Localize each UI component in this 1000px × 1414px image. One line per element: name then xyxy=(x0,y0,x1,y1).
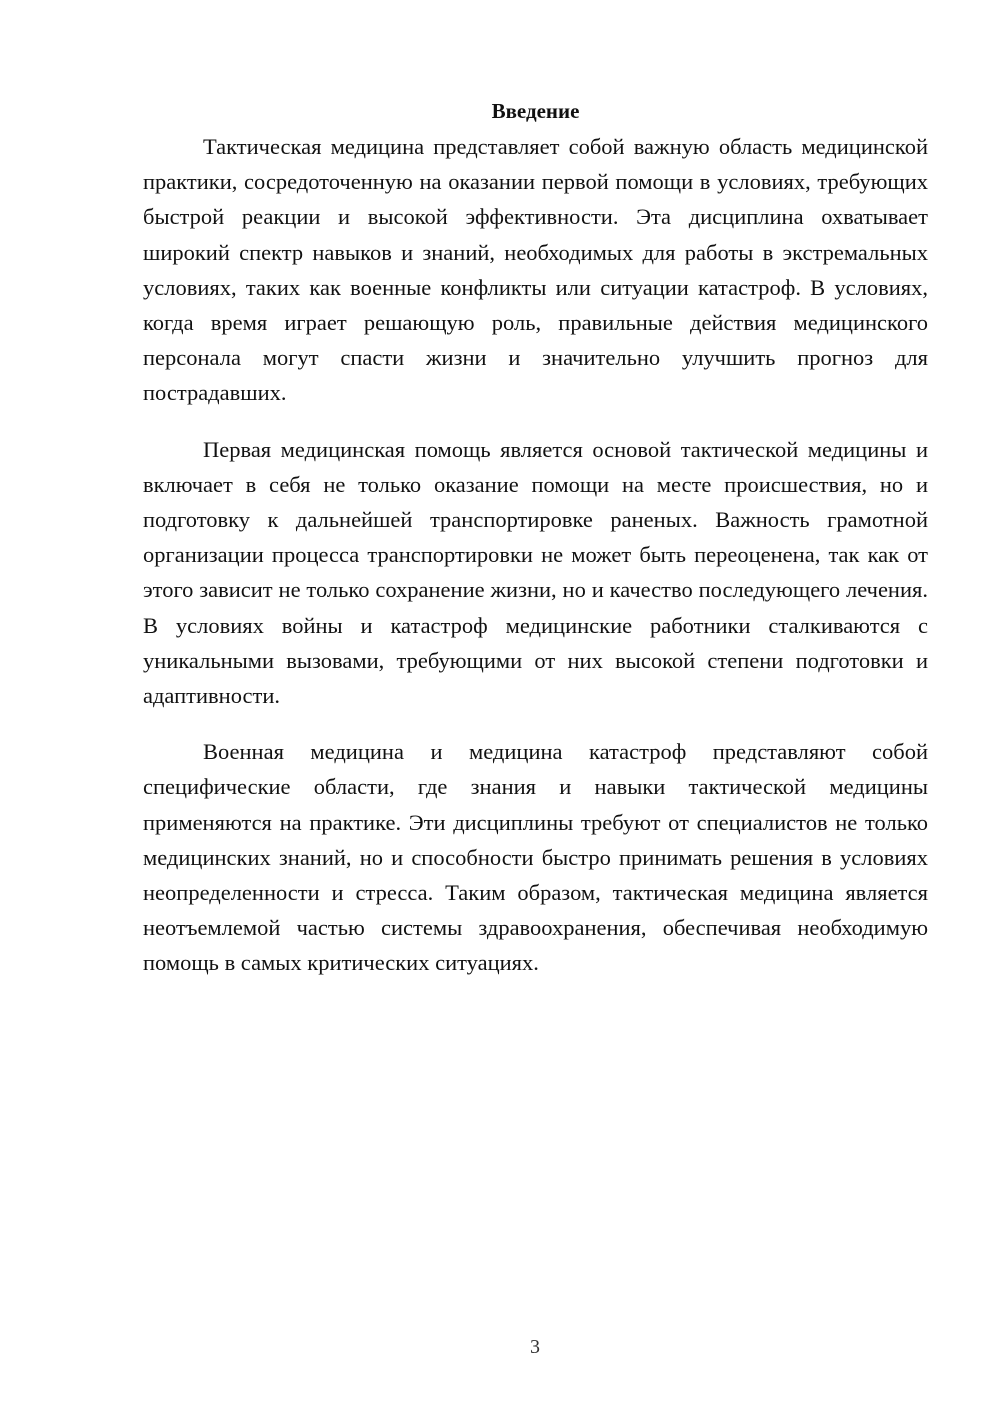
paragraph-1: Тактическая медицина представляет собой важную область медицинской практики, сосредоточенную на оказании первой помощи в условиях, требующих быстрой реакции и высокой эффективности. Эта дисциплина охватывает широкий спектр навыков и знаний, необходимых для работы в экстремальных условиях, таких как военные конфликты или ситуации катастроф. В условиях, когда время играет решающую роль, правильные действия медицинского персонала могут спасти жизни и значительно улучшить прогноз для пострадавших. xyxy=(143,134,928,406)
page-number: 3 xyxy=(530,1336,540,1358)
page-content xyxy=(143,96,928,981)
paragraph-3: Военная медицина и медицина катастроф представляют собой специфические области, где знания и навыки тактической медицины применяются на практике. Эти дисциплины требуют от специалистов не только медицинских знаний, но и способности быстро принимать решения в условиях неопределенности и стресса. Таким образом, тактическая медицина является неотъемлемой частью системы здравоохранения, обеспечивая необходимую помощь в самых критических ситуациях. xyxy=(143,739,928,976)
section-heading: Введение xyxy=(491,99,580,123)
paragraph-2: Первая медицинская помощь является основой тактической медицины и включает в себя не только оказание помощи на месте происшествия, но и подготовку к дальнейшей транспортировке раненых. Важность грамотной организации процесса транспортировки не может быть переоценена, так как от этого зависит не только сохранение жизни, но и качество последующего лечения. В условиях войны и катастроф медицинские работники сталкиваются с уникальными вызовами, требующими от них высокой степени подготовки и адаптивности. xyxy=(143,436,928,709)
